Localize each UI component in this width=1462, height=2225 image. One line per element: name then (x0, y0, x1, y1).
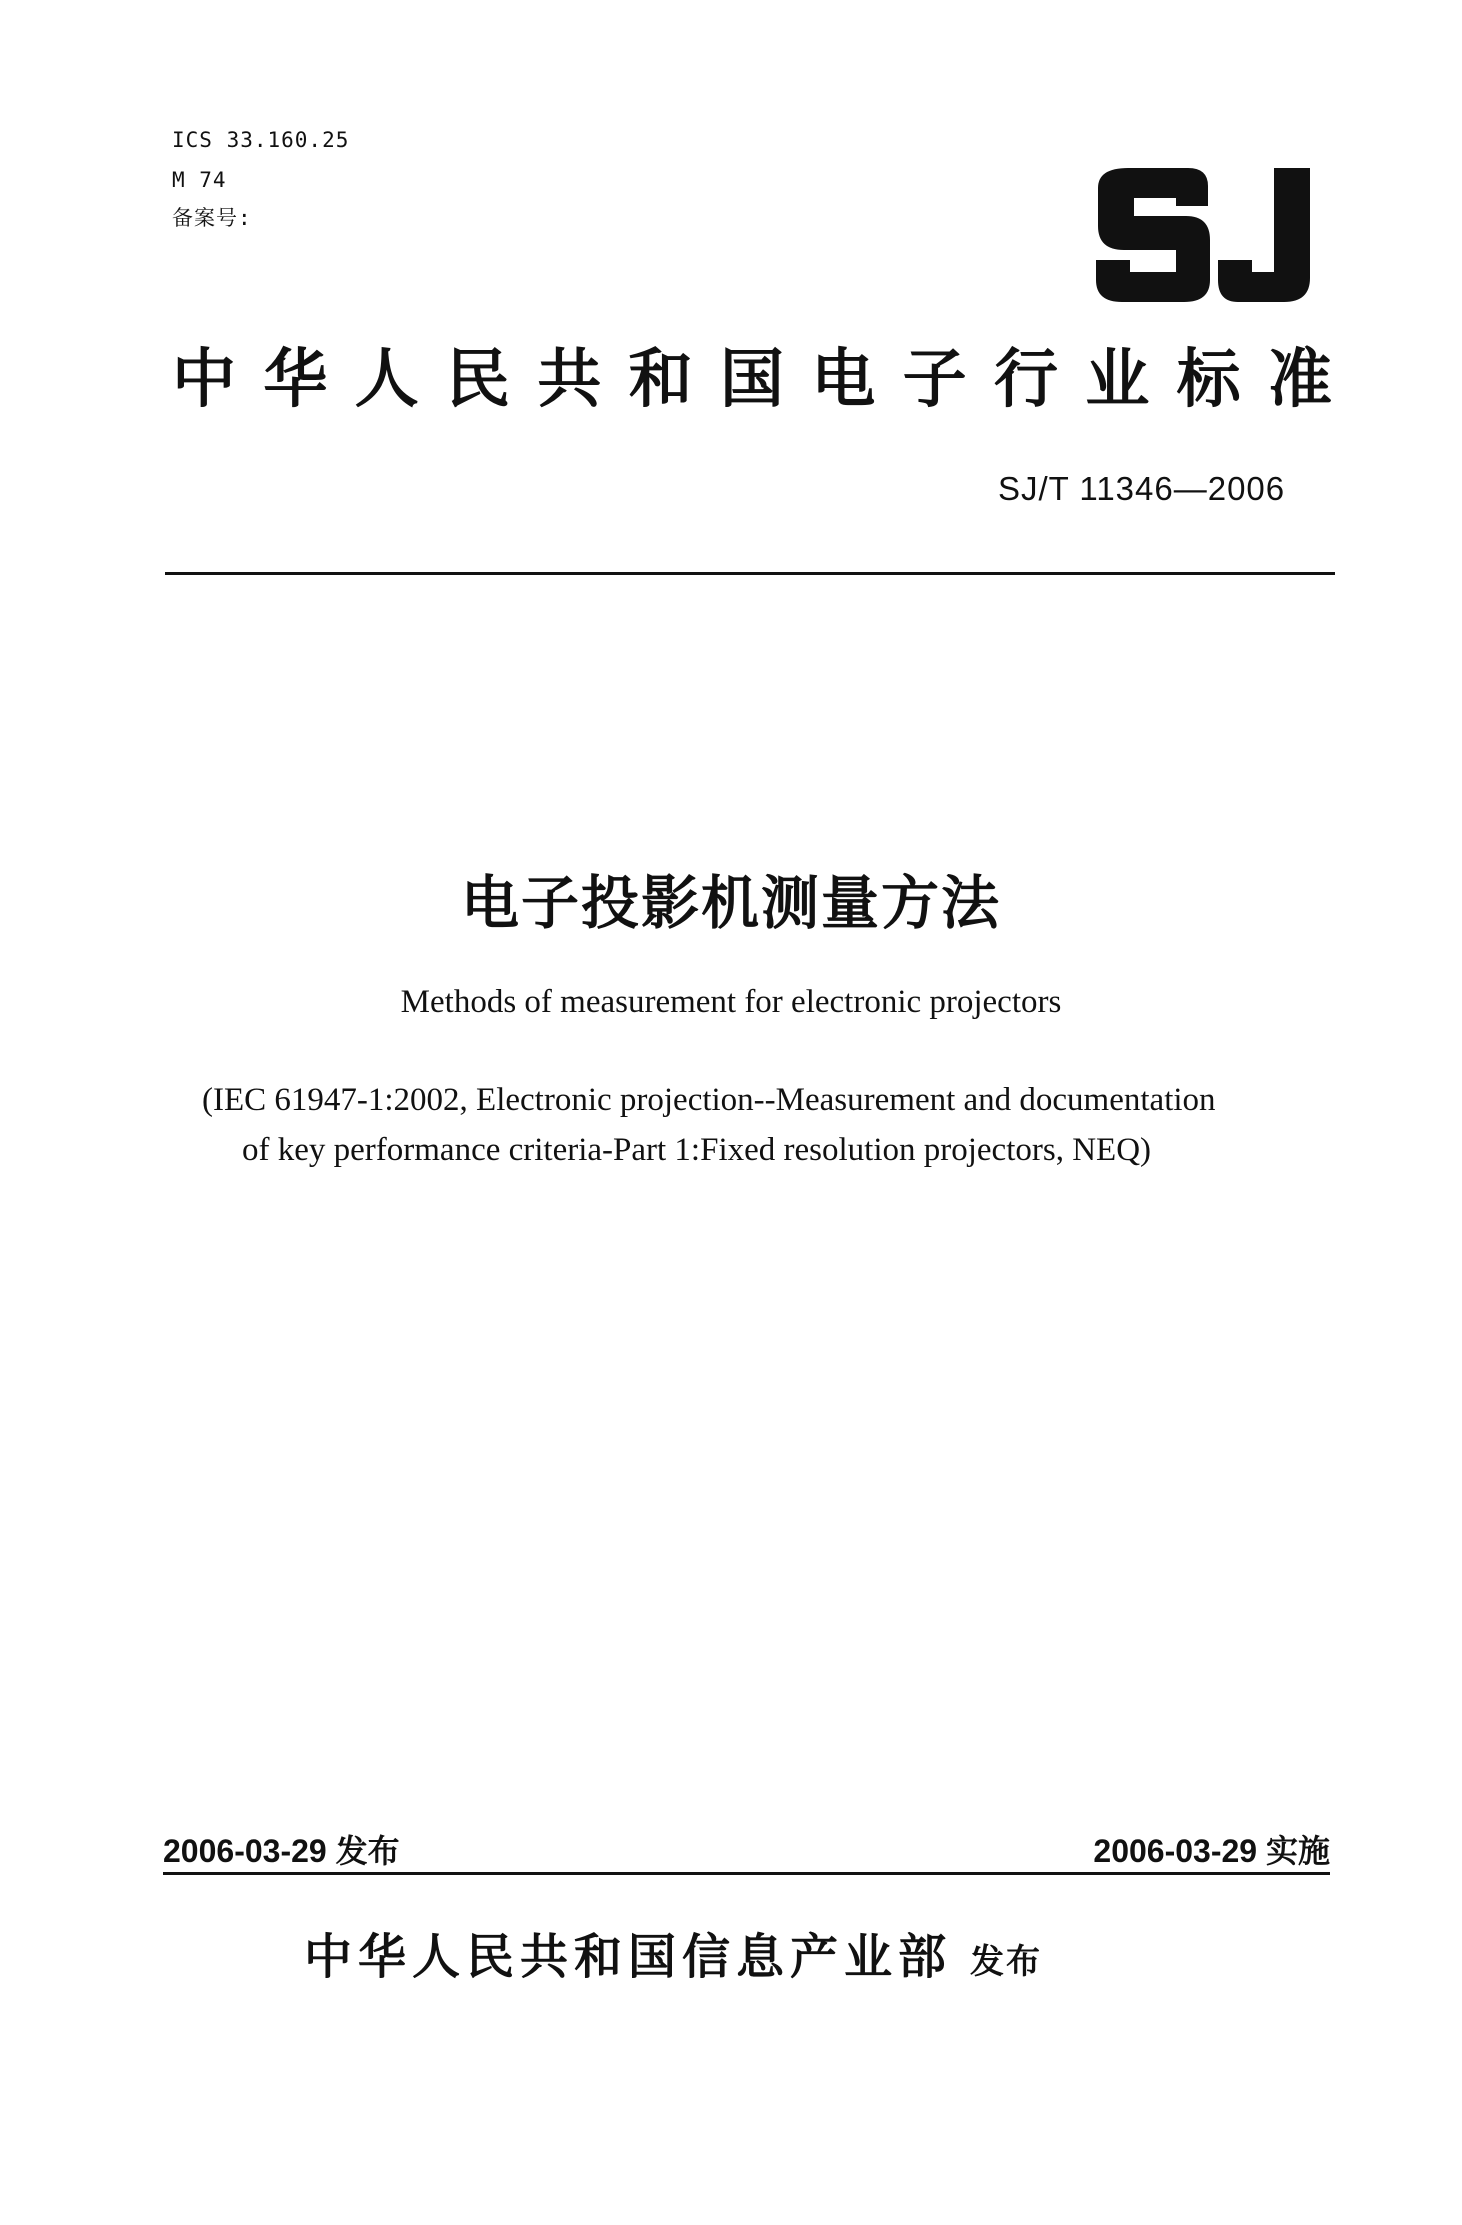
publisher-name: 中华人民共和国信息产业部 (304, 1929, 953, 1985)
publisher (304, 1918, 1042, 1987)
org-char: 行 (993, 343, 1058, 417)
reference-line-2: of key performance criteria-Part 1:Fixed resolution projectors, NEQ) (242, 1132, 1152, 1168)
org-char: 业 (1085, 343, 1150, 417)
org-char: 国 (719, 343, 784, 417)
org-char: 人 (354, 343, 419, 417)
standard-number: SJ/T 11346—2006 (998, 470, 1286, 507)
org-char: 和 (628, 343, 693, 417)
publisher-suffix: 发布 (970, 1942, 1043, 1982)
org-char: 中 (172, 343, 236, 417)
org-char: 共 (537, 343, 602, 417)
issue-date: 2006-03-29 发布 (163, 1833, 400, 1869)
org-char: 华 (263, 343, 328, 417)
sj-logo (1088, 160, 1318, 310)
org-char: 准 (1267, 343, 1332, 417)
header-divider (165, 572, 1335, 575)
implementation-date: 2006-03-29 实施 (1093, 1833, 1330, 1869)
ics-code: ICS 33.160.25 (172, 128, 350, 152)
issuing-authority-heading (172, 328, 1332, 420)
classification-code: M 74 (172, 168, 227, 192)
org-char: 电 (811, 343, 876, 417)
org-char: 民 (445, 343, 510, 417)
org-char: 标 (1176, 343, 1241, 417)
filing-number-label: 备案号: (172, 206, 252, 230)
footer-divider (163, 1872, 1330, 1875)
document-title-english: Methods of measurement for electronic projectors (400, 984, 1062, 1020)
document-title-chinese: 电子投影机测量方法 (460, 869, 1001, 937)
reference-line-1: (IEC 61947-1:2002, Electronic projection--Measurement and documentation (202, 1082, 1216, 1118)
org-char: 子 (902, 343, 967, 417)
sj-standard-logo-icon (1088, 160, 1318, 310)
